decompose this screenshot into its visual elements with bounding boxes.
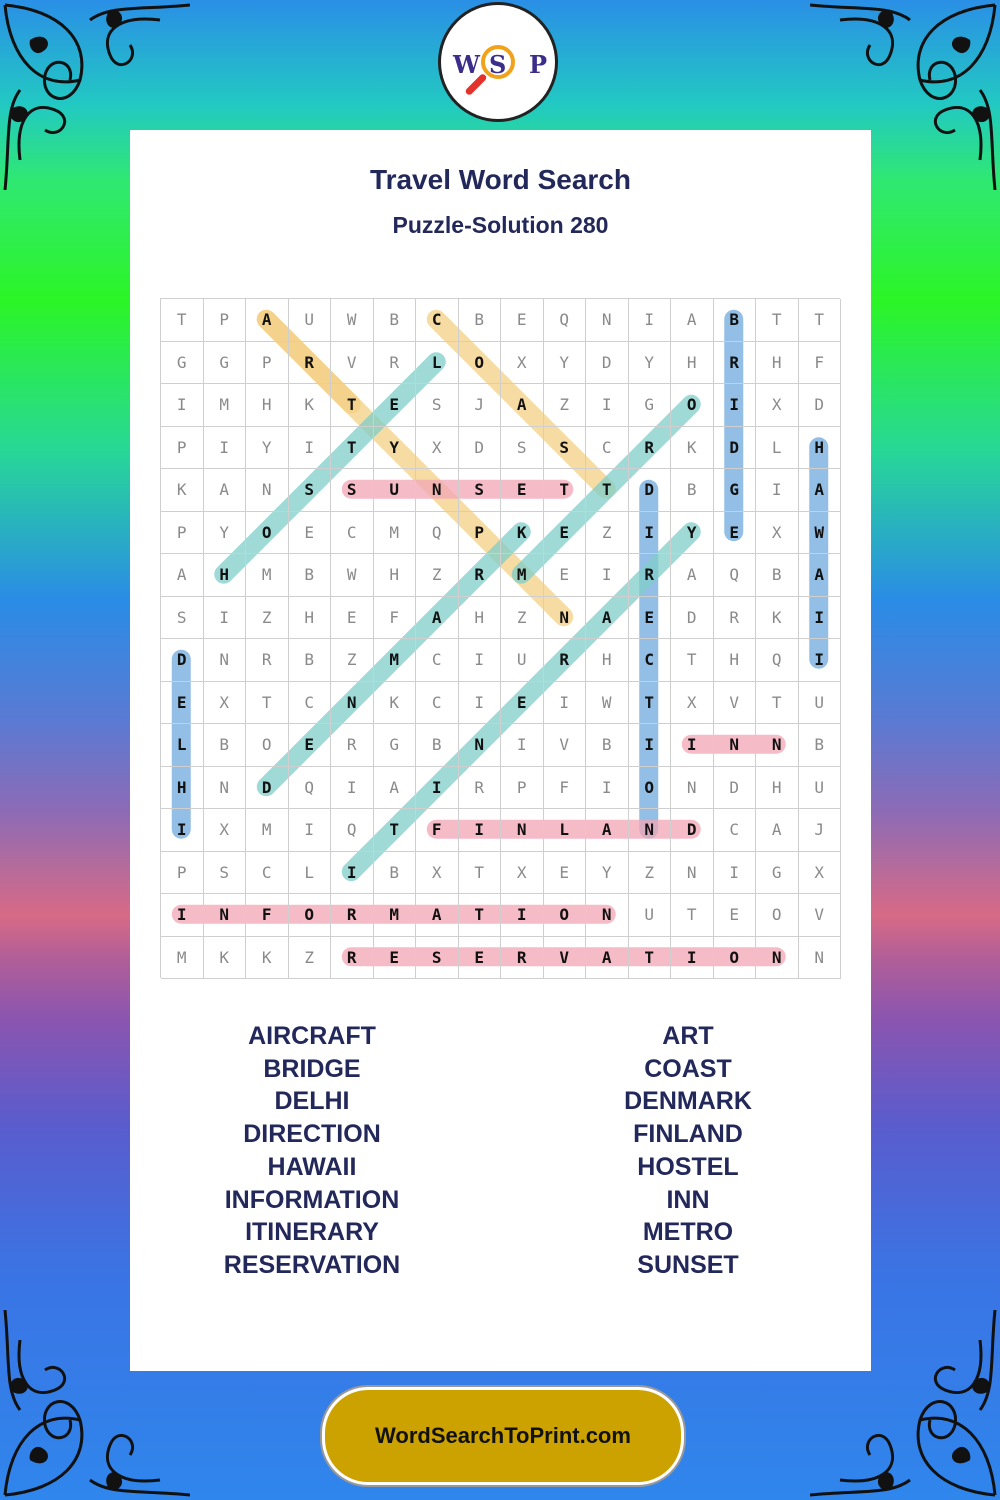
grid-cell[interactable]: B: [374, 299, 417, 342]
grid-cell[interactable]: N: [331, 682, 374, 725]
grid-cell[interactable]: I: [416, 767, 459, 810]
grid-cell[interactable]: C: [416, 639, 459, 682]
grid-cell[interactable]: X: [501, 342, 544, 385]
grid-cell[interactable]: M: [204, 384, 247, 427]
grid-cell[interactable]: I: [331, 852, 374, 895]
grid-cell[interactable]: X: [204, 809, 247, 852]
grid-cell[interactable]: J: [459, 384, 502, 427]
grid-cell[interactable]: E: [331, 597, 374, 640]
grid-cell[interactable]: R: [714, 597, 757, 640]
word-list-item: INFORMATION: [224, 1185, 400, 1214]
grid-cell[interactable]: A: [161, 554, 204, 597]
grid-cell[interactable]: I: [629, 512, 672, 555]
grid-cell[interactable]: Z: [416, 554, 459, 597]
grid-cell[interactable]: R: [459, 554, 502, 597]
grid-cell[interactable]: V: [544, 937, 587, 980]
grid-cell[interactable]: Y: [246, 427, 289, 470]
grid-cell[interactable]: C: [416, 682, 459, 725]
site-logo[interactable]: [438, 2, 558, 122]
grid-cell[interactable]: I: [161, 809, 204, 852]
grid-cell[interactable]: F: [416, 809, 459, 852]
grid-cell[interactable]: R: [501, 937, 544, 980]
grid-cell[interactable]: D: [671, 597, 714, 640]
grid-cell[interactable]: G: [629, 384, 672, 427]
grid-cell[interactable]: E: [629, 597, 672, 640]
grid-cell[interactable]: K: [374, 682, 417, 725]
grid-cell[interactable]: P: [161, 852, 204, 895]
grid-cell[interactable]: N: [586, 299, 629, 342]
grid-cell[interactable]: K: [204, 937, 247, 980]
grid-cell[interactable]: L: [756, 427, 799, 470]
grid-cell[interactable]: T: [756, 299, 799, 342]
grid-cell[interactable]: R: [459, 767, 502, 810]
grid-cell[interactable]: T: [459, 894, 502, 937]
grid-cell[interactable]: H: [374, 554, 417, 597]
grid-cell[interactable]: A: [799, 469, 842, 512]
grid-cell[interactable]: I: [586, 554, 629, 597]
grid-cell[interactable]: Z: [629, 852, 672, 895]
logo-letter-w: W: [453, 50, 480, 79]
grid-cell[interactable]: D: [629, 469, 672, 512]
grid-cell[interactable]: I: [671, 724, 714, 767]
grid-cell[interactable]: K: [671, 427, 714, 470]
grid-cell[interactable]: A: [671, 554, 714, 597]
grid-cell[interactable]: Z: [586, 512, 629, 555]
grid-cell[interactable]: B: [374, 852, 417, 895]
grid-cell[interactable]: H: [671, 342, 714, 385]
grid-cell[interactable]: R: [544, 639, 587, 682]
grid-cell[interactable]: N: [756, 724, 799, 767]
grid-cell[interactable]: S: [544, 427, 587, 470]
grid-cell[interactable]: S: [204, 852, 247, 895]
grid-cell[interactable]: R: [629, 554, 672, 597]
grid-cell[interactable]: N: [459, 724, 502, 767]
grid-cell[interactable]: E: [501, 682, 544, 725]
grid-cell[interactable]: S: [416, 937, 459, 980]
grid-cell[interactable]: A: [756, 809, 799, 852]
grid-cell[interactable]: Q: [544, 299, 587, 342]
grid-cell[interactable]: I: [799, 597, 842, 640]
grid-cell[interactable]: V: [714, 682, 757, 725]
grid-cell[interactable]: O: [246, 512, 289, 555]
grid-cell[interactable]: B: [289, 554, 332, 597]
grid-cell[interactable]: H: [756, 767, 799, 810]
grid-cell[interactable]: P: [204, 299, 247, 342]
grid-cell[interactable]: N: [714, 724, 757, 767]
word-list-item: HAWAII: [267, 1152, 357, 1181]
grid-cell[interactable]: B: [671, 469, 714, 512]
grid-cell[interactable]: E: [289, 512, 332, 555]
grid-cell[interactable]: H: [204, 554, 247, 597]
grid-cell[interactable]: Y: [671, 512, 714, 555]
grid-cell[interactable]: R: [629, 427, 672, 470]
grid-cell[interactable]: M: [374, 639, 417, 682]
word-list-item: DELHI: [274, 1087, 350, 1116]
grid-cell[interactable]: P: [161, 427, 204, 470]
grid-cell[interactable]: H: [459, 597, 502, 640]
word-list-item: FINLAND: [633, 1120, 743, 1149]
grid-cell[interactable]: R: [331, 724, 374, 767]
grid-cell[interactable]: H: [799, 427, 842, 470]
grid-cell[interactable]: L: [416, 342, 459, 385]
grid-cell[interactable]: E: [161, 682, 204, 725]
grid-cell[interactable]: G: [161, 342, 204, 385]
grid-cell[interactable]: F: [374, 597, 417, 640]
grid-cell[interactable]: Y: [374, 427, 417, 470]
grid-cell[interactable]: L: [161, 724, 204, 767]
grid-cell[interactable]: D: [714, 427, 757, 470]
grid-cell[interactable]: U: [629, 894, 672, 937]
grid-cell[interactable]: E: [459, 937, 502, 980]
grid-cell[interactable]: I: [161, 384, 204, 427]
grid-cell[interactable]: O: [246, 724, 289, 767]
grid-cell[interactable]: E: [501, 469, 544, 512]
grid-cell[interactable]: A: [501, 384, 544, 427]
grid-cell[interactable]: B: [714, 299, 757, 342]
grid-cell[interactable]: N: [586, 894, 629, 937]
grid-cell[interactable]: X: [756, 384, 799, 427]
grid-cell[interactable]: M: [374, 894, 417, 937]
grid-cell[interactable]: T: [799, 299, 842, 342]
grid-cell[interactable]: Y: [204, 512, 247, 555]
word-list-item: SUNSET: [637, 1250, 739, 1279]
grid-cell[interactable]: I: [501, 894, 544, 937]
grid-cell[interactable]: N: [671, 852, 714, 895]
word-list-right: [508, 1020, 868, 1282]
grid-cell[interactable]: Q: [331, 809, 374, 852]
grid-cell[interactable]: H: [246, 384, 289, 427]
grid-cell[interactable]: C: [246, 852, 289, 895]
grid-cell[interactable]: O: [671, 384, 714, 427]
grid-cell[interactable]: B: [586, 724, 629, 767]
grid-cell[interactable]: W: [331, 554, 374, 597]
grid-cell[interactable]: X: [501, 852, 544, 895]
grid-cell[interactable]: I: [586, 384, 629, 427]
grid-cell[interactable]: M: [246, 809, 289, 852]
grid-cell[interactable]: E: [544, 512, 587, 555]
grid-cell[interactable]: O: [629, 767, 672, 810]
word-list-item: INN: [666, 1185, 710, 1214]
grid-cell[interactable]: H: [161, 767, 204, 810]
grid-cell[interactable]: N: [799, 937, 842, 980]
grid-cell[interactable]: C: [629, 639, 672, 682]
word-list-item: ITINERARY: [245, 1218, 379, 1247]
word-list-item: DIRECTION: [243, 1120, 381, 1149]
grid-cell[interactable]: H: [756, 342, 799, 385]
grid-cell[interactable]: G: [756, 852, 799, 895]
grid-cell[interactable]: U: [799, 682, 842, 725]
grid-cell[interactable]: B: [416, 724, 459, 767]
grid-cell[interactable]: P: [246, 342, 289, 385]
grid-cell[interactable]: I: [289, 809, 332, 852]
word-list-item: BRIDGE: [263, 1054, 361, 1083]
grid-cell[interactable]: S: [459, 469, 502, 512]
grid-cell[interactable]: K: [161, 469, 204, 512]
grid-cell[interactable]: Z: [544, 384, 587, 427]
letter-grid: [160, 298, 840, 978]
grid-cell[interactable]: N: [204, 767, 247, 810]
grid-cell[interactable]: B: [204, 724, 247, 767]
grid-cell[interactable]: I: [204, 427, 247, 470]
grid-cell[interactable]: O: [756, 894, 799, 937]
grid-cell[interactable]: Z: [501, 597, 544, 640]
grid-cell[interactable]: N: [629, 809, 672, 852]
grid-cell[interactable]: D: [161, 639, 204, 682]
grid-cell[interactable]: F: [799, 342, 842, 385]
grid-cell[interactable]: I: [204, 597, 247, 640]
grid-cell[interactable]: A: [246, 299, 289, 342]
grid-cell[interactable]: I: [714, 852, 757, 895]
grid-cell[interactable]: T: [374, 809, 417, 852]
grid-cell[interactable]: Z: [331, 639, 374, 682]
grid-cell[interactable]: A: [799, 554, 842, 597]
grid-cell[interactable]: I: [459, 639, 502, 682]
grid-cell[interactable]: I: [586, 767, 629, 810]
grid-cell[interactable]: R: [331, 894, 374, 937]
grid-cell[interactable]: I: [289, 427, 332, 470]
grid-cell[interactable]: N: [416, 469, 459, 512]
word-list-item: RESERVATION: [223, 1250, 401, 1279]
grid-cell[interactable]: A: [204, 469, 247, 512]
grid-cell[interactable]: N: [671, 767, 714, 810]
grid-cell[interactable]: Q: [714, 554, 757, 597]
grid-cell[interactable]: A: [671, 299, 714, 342]
grid-cell[interactable]: I: [331, 767, 374, 810]
grid-cell[interactable]: T: [629, 682, 672, 725]
grid-cell[interactable]: C: [331, 512, 374, 555]
grid-cell[interactable]: K: [289, 384, 332, 427]
grid-cell[interactable]: R: [331, 937, 374, 980]
grid-cell[interactable]: X: [799, 852, 842, 895]
grid-cell[interactable]: T: [161, 299, 204, 342]
grid-cell[interactable]: I: [671, 937, 714, 980]
grid-cell[interactable]: Y: [544, 342, 587, 385]
grid-cell[interactable]: E: [714, 512, 757, 555]
grid-cell[interactable]: Z: [289, 937, 332, 980]
grid-cell[interactable]: N: [544, 597, 587, 640]
word-grid-container: [160, 298, 840, 978]
grid-cell[interactable]: M: [246, 554, 289, 597]
page-title: Travel Word Search: [370, 164, 631, 195]
grid-cell[interactable]: B: [799, 724, 842, 767]
grid-cell[interactable]: R: [246, 639, 289, 682]
grid-cell[interactable]: X: [756, 512, 799, 555]
grid-cell[interactable]: T: [459, 852, 502, 895]
grid-cell[interactable]: H: [714, 639, 757, 682]
grid-cell[interactable]: I: [501, 724, 544, 767]
grid-cell[interactable]: T: [671, 894, 714, 937]
grid-cell[interactable]: V: [544, 724, 587, 767]
grid-cell[interactable]: T: [671, 639, 714, 682]
puzzle-sheet: [130, 130, 871, 1371]
grid-cell[interactable]: T: [331, 427, 374, 470]
grid-cell[interactable]: T: [246, 682, 289, 725]
grid-cell[interactable]: I: [799, 639, 842, 682]
grid-cell[interactable]: B: [756, 554, 799, 597]
grid-cell[interactable]: P: [459, 512, 502, 555]
grid-cell[interactable]: K: [501, 512, 544, 555]
grid-cell[interactable]: I: [629, 299, 672, 342]
grid-cell[interactable]: A: [416, 894, 459, 937]
grid-cell[interactable]: K: [756, 597, 799, 640]
logo-letter-p: P: [529, 50, 548, 79]
grid-cell[interactable]: T: [629, 937, 672, 980]
grid-cell[interactable]: H: [289, 597, 332, 640]
grid-cell[interactable]: S: [161, 597, 204, 640]
grid-cell[interactable]: S: [416, 384, 459, 427]
grid-cell[interactable]: N: [204, 894, 247, 937]
grid-cell[interactable]: T: [331, 384, 374, 427]
word-list-item: COAST: [644, 1054, 732, 1083]
grid-cell[interactable]: L: [544, 809, 587, 852]
grid-cell[interactable]: B: [459, 299, 502, 342]
grid-cell[interactable]: E: [544, 852, 587, 895]
grid-cell[interactable]: E: [374, 937, 417, 980]
grid-cell[interactable]: E: [544, 554, 587, 597]
page-subtitle: Puzzle-Solution 280: [392, 212, 609, 238]
grid-cell[interactable]: B: [289, 639, 332, 682]
grid-cell[interactable]: Q: [756, 639, 799, 682]
grid-cell[interactable]: I: [756, 469, 799, 512]
grid-cell[interactable]: N: [204, 639, 247, 682]
grid-cell[interactable]: Y: [629, 342, 672, 385]
grid-cell[interactable]: U: [799, 767, 842, 810]
grid-cell[interactable]: U: [374, 469, 417, 512]
grid-cell[interactable]: U: [501, 639, 544, 682]
grid-cell[interactable]: E: [289, 724, 332, 767]
word-list-left: [132, 1020, 492, 1282]
word-list-item: HOSTEL: [637, 1152, 739, 1181]
grid-cell[interactable]: S: [501, 427, 544, 470]
grid-cell[interactable]: U: [289, 299, 332, 342]
grid-cell[interactable]: I: [714, 384, 757, 427]
grid-cell[interactable]: O: [289, 894, 332, 937]
grid-cell[interactable]: D: [586, 342, 629, 385]
grid-cell[interactable]: V: [331, 342, 374, 385]
word-list-item: DENMARK: [624, 1087, 752, 1116]
grid-cell[interactable]: D: [799, 384, 842, 427]
grid-cell[interactable]: K: [246, 937, 289, 980]
grid-cell[interactable]: E: [501, 299, 544, 342]
grid-cell[interactable]: C: [714, 809, 757, 852]
grid-cell[interactable]: C: [416, 299, 459, 342]
grid-cell[interactable]: O: [459, 342, 502, 385]
grid-cell[interactable]: P: [501, 767, 544, 810]
grid-cell[interactable]: L: [289, 852, 332, 895]
grid-cell[interactable]: T: [586, 469, 629, 512]
grid-cell[interactable]: D: [671, 809, 714, 852]
grid-cell[interactable]: A: [416, 597, 459, 640]
word-list-item: AIRCRAFT: [248, 1022, 376, 1050]
grid-cell[interactable]: J: [799, 809, 842, 852]
grid-cell[interactable]: F: [544, 767, 587, 810]
logo-letter-s: S: [489, 50, 507, 79]
grid-cell[interactable]: M: [374, 512, 417, 555]
grid-cell[interactable]: N: [756, 937, 799, 980]
grid-cell[interactable]: M: [161, 937, 204, 980]
grid-cell[interactable]: E: [374, 384, 417, 427]
grid-cell[interactable]: D: [246, 767, 289, 810]
grid-cell[interactable]: M: [501, 554, 544, 597]
grid-cell[interactable]: I: [544, 682, 587, 725]
grid-cell[interactable]: Y: [586, 852, 629, 895]
grid-cell[interactable]: X: [671, 682, 714, 725]
grid-cell[interactable]: I: [459, 682, 502, 725]
grid-cell[interactable]: F: [246, 894, 289, 937]
grid-cell[interactable]: Q: [416, 512, 459, 555]
grid-cell[interactable]: X: [416, 852, 459, 895]
grid-cell[interactable]: H: [586, 639, 629, 682]
grid-cell[interactable]: T: [756, 682, 799, 725]
grid-cell[interactable]: G: [374, 724, 417, 767]
grid-cell[interactable]: R: [714, 342, 757, 385]
grid-cell[interactable]: I: [459, 809, 502, 852]
grid-cell[interactable]: Q: [289, 767, 332, 810]
grid-cell[interactable]: G: [714, 469, 757, 512]
grid-cell[interactable]: P: [161, 512, 204, 555]
grid-cell[interactable]: E: [714, 894, 757, 937]
grid-cell[interactable]: C: [289, 682, 332, 725]
grid-cell[interactable]: A: [586, 809, 629, 852]
grid-cell[interactable]: Z: [246, 597, 289, 640]
grid-cell[interactable]: S: [331, 469, 374, 512]
grid-cell[interactable]: I: [161, 894, 204, 937]
grid-cell[interactable]: R: [289, 342, 332, 385]
grid-cell[interactable]: X: [204, 682, 247, 725]
grid-cell[interactable]: W: [331, 299, 374, 342]
grid-cell[interactable]: I: [629, 724, 672, 767]
word-list-item: ART: [662, 1022, 714, 1050]
grid-cell[interactable]: S: [289, 469, 332, 512]
grid-cell[interactable]: W: [586, 682, 629, 725]
grid-cell[interactable]: X: [416, 427, 459, 470]
grid-cell[interactable]: A: [586, 597, 629, 640]
grid-cell[interactable]: D: [459, 427, 502, 470]
grid-cell[interactable]: D: [714, 767, 757, 810]
grid-cell[interactable]: A: [586, 937, 629, 980]
grid-cell[interactable]: G: [204, 342, 247, 385]
word-list-item: METRO: [642, 1218, 734, 1247]
grid-cell[interactable]: V: [799, 894, 842, 937]
grid-cell[interactable]: R: [374, 342, 417, 385]
grid-cell[interactable]: O: [714, 937, 757, 980]
grid-cell[interactable]: W: [799, 512, 842, 555]
grid-cell[interactable]: N: [501, 809, 544, 852]
site-link-button[interactable]: WordSearchToPrint.com: [322, 1387, 684, 1485]
grid-cell[interactable]: T: [544, 469, 587, 512]
grid-cell[interactable]: N: [246, 469, 289, 512]
grid-cell[interactable]: A: [374, 767, 417, 810]
grid-cell[interactable]: O: [544, 894, 587, 937]
grid-cell[interactable]: C: [586, 427, 629, 470]
